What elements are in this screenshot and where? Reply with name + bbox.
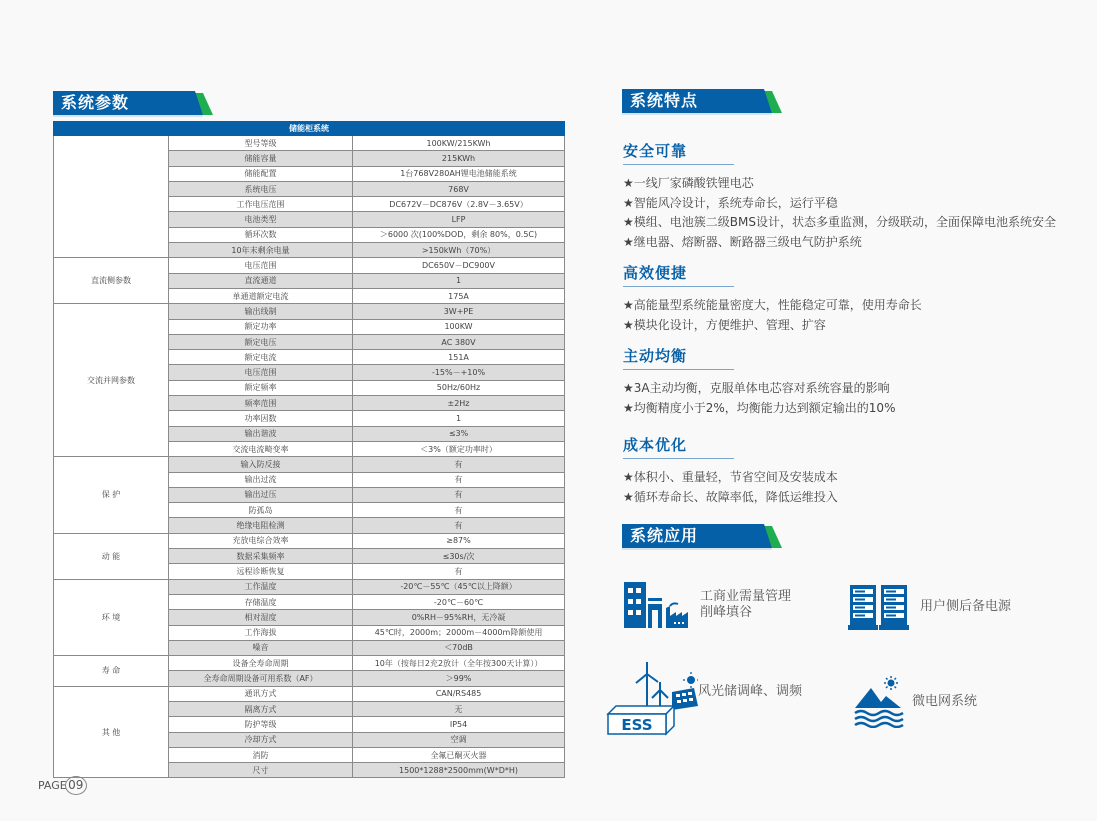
param-name: 储能配置	[169, 166, 353, 181]
applications-title: 系统应用	[630, 526, 699, 545]
table-row	[54, 304, 565, 319]
application-label: 工商业需量管理	[700, 589, 792, 604]
param-value: -15%－+10%	[353, 365, 565, 380]
param-name: 全寿命周期设备可用系数（AF）	[169, 671, 353, 686]
param-name: 电压范围	[169, 258, 353, 273]
param-name: 工作海拔	[169, 625, 353, 640]
param-name: 输出线制	[169, 304, 353, 319]
application-industrial	[622, 580, 791, 630]
param-name: 防护等级	[169, 717, 353, 732]
param-value: 10年（按每日2充2放计（全年按300天计算））	[353, 656, 565, 671]
group-label: 保 护	[54, 457, 169, 533]
param-value: 215KWh	[353, 151, 565, 166]
param-name: 隔离方式	[169, 701, 353, 716]
param-name: 噪音	[169, 640, 353, 655]
param-name: 储能容量	[169, 151, 353, 166]
param-value: 3W+PE	[353, 304, 565, 319]
param-value: DC650V－DC900V	[353, 258, 565, 273]
param-value: 768V	[353, 181, 565, 196]
section-ribbon-params	[53, 91, 213, 115]
feature-item: ★模组、电池簇二级BMS设计，状态多重监测，分级联动，全面保障电池系统安全	[623, 215, 1056, 229]
table-row	[54, 136, 565, 151]
feature-block-balancing	[623, 345, 1083, 418]
param-value: ＞6000 次(100%DOD，剩余 80%，0.5C)	[353, 227, 565, 242]
table-header: 储能柜系统	[54, 122, 565, 136]
param-name: 交流电流畸变率	[169, 441, 353, 456]
param-value: 1台768V280AH锂电池储能系统	[353, 166, 565, 181]
param-value: ≤30s/次	[353, 549, 565, 564]
features-title: 系统特点	[630, 91, 699, 110]
application-renewable-ess	[606, 660, 802, 736]
param-value: ＜70dB	[353, 640, 565, 655]
table-row	[54, 533, 565, 548]
group-label: 动 能	[54, 533, 169, 579]
page-number: 09	[65, 776, 87, 795]
param-value: 50Hz/60Hz	[353, 380, 565, 395]
feature-item: ★智能风冷设计，系统寿命长，运行平稳	[623, 195, 838, 210]
section-title: 系统参数	[61, 93, 130, 112]
param-value: DC672V－DC876V（2.8V－3.65V）	[353, 197, 565, 212]
param-value: -20℃－60℃	[353, 594, 565, 609]
table-row	[54, 579, 565, 594]
param-name: 远程诊断恢复	[169, 564, 353, 579]
param-value: 无	[353, 701, 565, 716]
feature-item: ★高能量型系统能量密度大，性能稳定可靠，使用寿命长	[623, 298, 922, 312]
factory-icon	[622, 580, 694, 630]
param-name: 设备全寿命周期	[169, 656, 353, 671]
page-indicator	[38, 776, 87, 795]
param-value: ＜3%（额定功率时）	[353, 441, 565, 456]
param-name: 相对湿度	[169, 610, 353, 625]
group-label: 环 境	[54, 579, 169, 655]
param-name: 单通道额定电流	[169, 288, 353, 303]
param-name: 绝缘电阻检测	[169, 518, 353, 533]
param-name: 防孤岛	[169, 503, 353, 518]
param-value: 0%RH－95%RH，无冷凝	[353, 610, 565, 625]
group-label: 直流侧参数	[54, 258, 169, 304]
param-value: 全氟已酮灭火器	[353, 747, 565, 762]
param-name: 功率因数	[169, 411, 353, 426]
group-label	[54, 136, 169, 258]
param-value: 151A	[353, 350, 565, 365]
feature-heading: 高效便捷	[623, 262, 734, 287]
page-label: PAGE	[38, 779, 67, 792]
param-value: 45℃时，2000m；2000m－4000m降额使用	[353, 625, 565, 640]
param-name: 通讯方式	[169, 686, 353, 701]
param-name: 电压范围	[169, 365, 353, 380]
group-label: 交流并网参数	[54, 304, 169, 457]
param-name: 充放电综合效率	[169, 533, 353, 548]
param-name: 频率范围	[169, 396, 353, 411]
section-ribbon-applications	[622, 524, 782, 548]
param-value: -20℃－55℃（45℃以上降额）	[353, 579, 565, 594]
param-name: 10年末剩余电量	[169, 243, 353, 258]
param-name: 额定功率	[169, 319, 353, 334]
param-name: 直流通道	[169, 273, 353, 288]
param-value: 1500*1288*2500mm(W*D*H)	[353, 763, 565, 778]
param-name: 输出谐波	[169, 426, 353, 441]
table-row	[54, 656, 565, 671]
param-name: 工作温度	[169, 579, 353, 594]
param-value: 有	[353, 503, 565, 518]
application-label: 削峰填谷	[700, 605, 753, 620]
param-name: 数据采集频率	[169, 549, 353, 564]
ess-renewable-icon	[606, 660, 698, 736]
param-name: 工作电压范围	[169, 197, 353, 212]
server-rack-icon	[848, 583, 910, 631]
param-value: 空调	[353, 732, 565, 747]
param-value: 100KW	[353, 319, 565, 334]
param-value: 有	[353, 487, 565, 502]
feature-heading: 安全可靠	[623, 140, 734, 165]
param-value: >150kWh（70%）	[353, 243, 565, 258]
feature-item: ★体积小、重量轻，节省空间及安装成本	[623, 470, 838, 484]
ess-badge: ESS	[621, 716, 653, 734]
table-row	[54, 457, 565, 472]
group-label: 其 他	[54, 686, 169, 778]
param-name: 型号等级	[169, 136, 353, 151]
param-name: 输出过压	[169, 487, 353, 502]
param-name: 冷却方式	[169, 732, 353, 747]
feature-block-safety	[623, 140, 1083, 252]
feature-heading: 主动均衡	[623, 345, 734, 370]
param-value: ≤3%	[353, 426, 565, 441]
feature-item: ★继电器、熔断器、断路器三级电气防护系统	[623, 234, 862, 249]
param-name: 输入防反接	[169, 457, 353, 472]
param-value: ±2Hz	[353, 396, 565, 411]
param-value: IP54	[353, 717, 565, 732]
application-label: 微电网系统	[912, 694, 978, 709]
param-name: 尺寸	[169, 763, 353, 778]
param-name: 电池类型	[169, 212, 353, 227]
param-value: AC 380V	[353, 334, 565, 349]
param-name: 系统电压	[169, 181, 353, 196]
param-value: ≥87%	[353, 533, 565, 548]
application-label: 用户侧后备电源	[920, 599, 1012, 614]
application-backup-power	[848, 583, 1011, 631]
param-name: 额定电流	[169, 350, 353, 365]
param-name: 额定频率	[169, 380, 353, 395]
table-row	[54, 258, 565, 273]
feature-item: ★均衡精度小于2%，均衡能力达到额定输出的10%	[623, 400, 896, 415]
feature-item: ★3A主动均衡，克服单体电芯容对系统容量的影响	[623, 381, 890, 395]
param-value: CAN/RS485	[353, 686, 565, 701]
feature-item: ★模块化设计，方便维护、管理、扩容	[623, 317, 826, 332]
param-name: 额定电压	[169, 334, 353, 349]
table-row	[54, 686, 565, 701]
param-name: 存储温度	[169, 594, 353, 609]
param-name: 消防	[169, 747, 353, 762]
feature-item: ★循环寿命长、故障率低，降低运维投入	[623, 489, 838, 504]
param-value: 175A	[353, 288, 565, 303]
param-value: 100KW/215KWh	[353, 136, 565, 151]
param-value: 有	[353, 472, 565, 487]
param-value: 有	[353, 457, 565, 472]
feature-item: ★一线厂家磷酸铁锂电芯	[623, 176, 754, 190]
param-name: 循环次数	[169, 227, 353, 242]
param-name: 输出过流	[169, 472, 353, 487]
param-value: ＞99%	[353, 671, 565, 686]
feature-block-efficiency	[623, 262, 1083, 335]
param-value: LFP	[353, 212, 565, 227]
param-value: 1	[353, 411, 565, 426]
param-value: 有	[353, 518, 565, 533]
feature-block-cost	[623, 434, 1083, 507]
group-label: 寿 命	[54, 656, 169, 687]
feature-heading: 成本优化	[623, 434, 734, 459]
application-microgrid	[854, 676, 977, 728]
section-ribbon-features	[622, 89, 782, 113]
microgrid-icon	[854, 676, 906, 728]
param-value: 有	[353, 564, 565, 579]
param-value: 1	[353, 273, 565, 288]
application-label: 风光储调峰、调频	[698, 684, 803, 699]
spec-table	[53, 121, 565, 778]
